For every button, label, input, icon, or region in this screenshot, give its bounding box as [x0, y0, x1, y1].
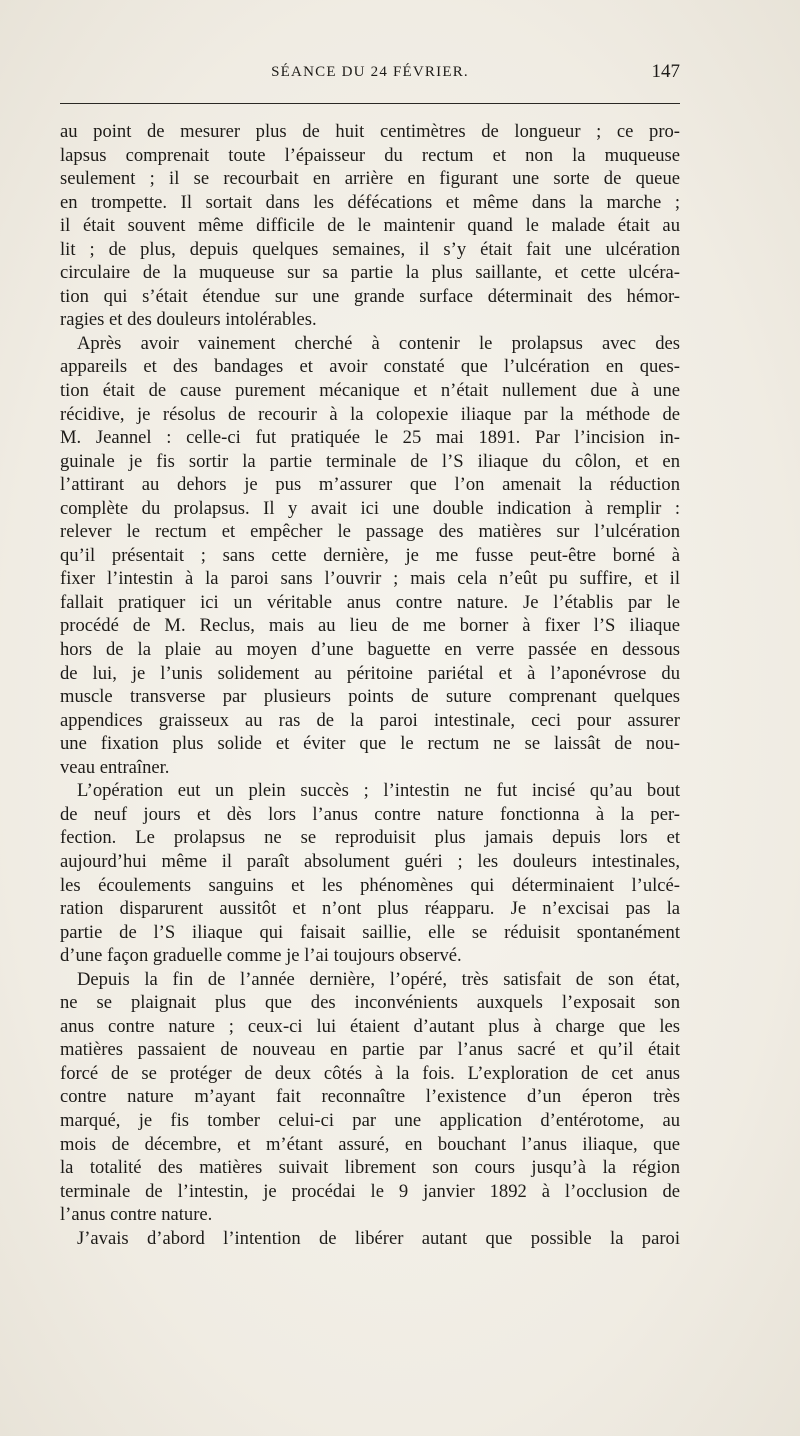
text-line: les écoulements sanguins et les phénomènes qui déterminaient l’ulcé- — [60, 874, 680, 896]
text-line: appareils et des bandages et avoir constaté que l’ulcération en ques- — [60, 356, 680, 378]
text-line: hors de la plaie au moyen d’une baguette en verre passée en dessous — [60, 639, 680, 661]
text-line: terminale de l’intestin, je procédai le 9 janvier 1892 à l’occlusion de — [60, 1180, 680, 1202]
text-line: une fixation plus solide et éviter que le rectum ne se laissât de nou- — [60, 733, 680, 755]
text-line: Depuis la fin de l’année dernière, l’opéré, très satisfait de son état, — [77, 968, 680, 990]
text-line: Après avoir vainement cherché à contenir le prolapsus avec des — [77, 332, 680, 354]
text-line: partie de l’S iliaque qui faisait saillie, elle se réduisit spontanément — [60, 921, 680, 943]
text-line: fixer l’intestin à la paroi sans l’ouvrir ; mais cela n’eût pu suffire, et il — [60, 568, 680, 590]
text-line: de lui, je l’unis solidement au péritoine pariétal et à l’aponévrose du — [60, 662, 680, 684]
text-line: en trompette. Il sortait dans les défécations et même dans la marche ; — [60, 191, 680, 213]
text-line: ragies et des douleurs intolérables. — [60, 309, 317, 331]
text-line: l’attirant au dehors je pus m’assurer que l’on amenait la réduction — [60, 474, 680, 496]
text-line: d’une façon graduelle comme je l’ai toujours observé. — [60, 945, 462, 967]
text-line: procédé de M. Reclus, mais au lieu de me borner à fixer l’S iliaque — [60, 615, 680, 637]
text-line: mois de décembre, et m’étant assuré, en bouchant l’anus iliaque, que — [60, 1133, 680, 1155]
paragraph-3 — [60, 779, 680, 967]
text-line: ne se plaignait plus que des inconvénients auxquels l’exposait son — [60, 992, 680, 1014]
text-line: lit ; de plus, depuis quelques semaines, il s’y était fait une ulcération — [60, 238, 680, 260]
paragraph-2 — [60, 332, 680, 779]
text-line: aujourd’hui même il paraît absolument guéri ; les douleurs intestinales, — [60, 850, 680, 872]
body-text — [60, 120, 680, 1250]
running-head — [60, 58, 680, 98]
text-line: au point de mesurer plus de huit centimètres de longueur ; ce pro- — [60, 121, 680, 142]
text-line: appendices graisseux au ras de la paroi intestinale, ceci pour assurer — [60, 709, 680, 731]
text-line: veau entraîner. — [60, 756, 170, 778]
text-line: fection. Le prolapsus ne se reproduisit plus jamais depuis lors et — [60, 827, 680, 849]
text-line: tion était de cause purement mécanique et n’était nullement due à une — [60, 380, 680, 402]
text-line: fallait pratiquer ici un véritable anus contre nature. Je l’établis par le — [60, 591, 680, 613]
text-line: matières passaient de nouveau en partie par l’anus sacré et qu’il était — [60, 1039, 680, 1061]
text-line: L’opération eut un plein succès ; l’intestin ne fut incisé qu’au bout — [77, 780, 680, 802]
header-rule — [60, 103, 680, 104]
paragraph-4 — [60, 968, 680, 1227]
text-line: muscle transverse par plusieurs points de suture comprenant quelques — [60, 686, 680, 708]
text-line: il était souvent même difficile de le maintenir quand le malade était au — [60, 215, 680, 237]
running-title: SÉANCE DU 24 FÉVRIER. — [271, 64, 469, 80]
text-line: qu’il présentait ; sans cette dernière, je me fusse peut-être borné à — [60, 544, 680, 566]
text-line: complète du prolapsus. Il y avait ici une double indication à remplir : — [60, 497, 680, 519]
text-line: anus contre nature ; ceux-ci lui étaient d’autant plus à charge que les — [60, 1015, 680, 1037]
text-line: l’anus contre nature. — [60, 1204, 213, 1226]
paragraph-1 — [60, 120, 680, 332]
text-line: relever le rectum et empêcher le passage des matières sur l’ulcération — [60, 521, 680, 543]
text-line: J’avais d’abord l’intention de libérer autant que possible la paroi — [77, 1227, 680, 1249]
text-line: M. Jeannel : celle-ci fut pratiquée le 25 mai 1891. Par l’incision in- — [60, 427, 680, 449]
text-line: marqué, je fis tomber celui-ci par une application d’entérotome, au — [60, 1109, 680, 1131]
text-line: seulement ; il se recourbait en arrière en figurant une sorte de queue — [60, 168, 680, 190]
text-line: tion qui s’était étendue sur une grande surface déterminait des hémor- — [60, 285, 680, 307]
text-line: récidive, je résolus de recourir à la colopexie iliaque par la méthode de — [60, 403, 680, 425]
text-line: de neuf jours et dès lors l’anus contre nature fonctionna à la per- — [60, 803, 680, 825]
text-line: lapsus comprenait toute l’épaisseur du rectum et non la muqueuse — [60, 144, 680, 166]
text-line: contre nature m’ayant fait reconnaître l’existence d’un éperon très — [60, 1086, 680, 1108]
text-line: guinale je fis sortir la partie terminale de l’S iliaque du côlon, et en — [60, 450, 680, 472]
text-line: circulaire de la muqueuse sur sa partie la plus saillante, et cette ulcéra- — [60, 262, 680, 284]
text-line: ration disparurent aussitôt et n’ont plus réapparu. Je n’excisai pas la — [60, 898, 680, 920]
page-number: 147 — [651, 61, 680, 82]
text-line: forcé de se protéger de deux côtés à la fois. L’exploration de cet anus — [60, 1062, 680, 1084]
paragraph-5 — [60, 1227, 680, 1251]
text-line: la totalité des matières suivait librement son cours jusqu’à la région — [60, 1157, 680, 1179]
